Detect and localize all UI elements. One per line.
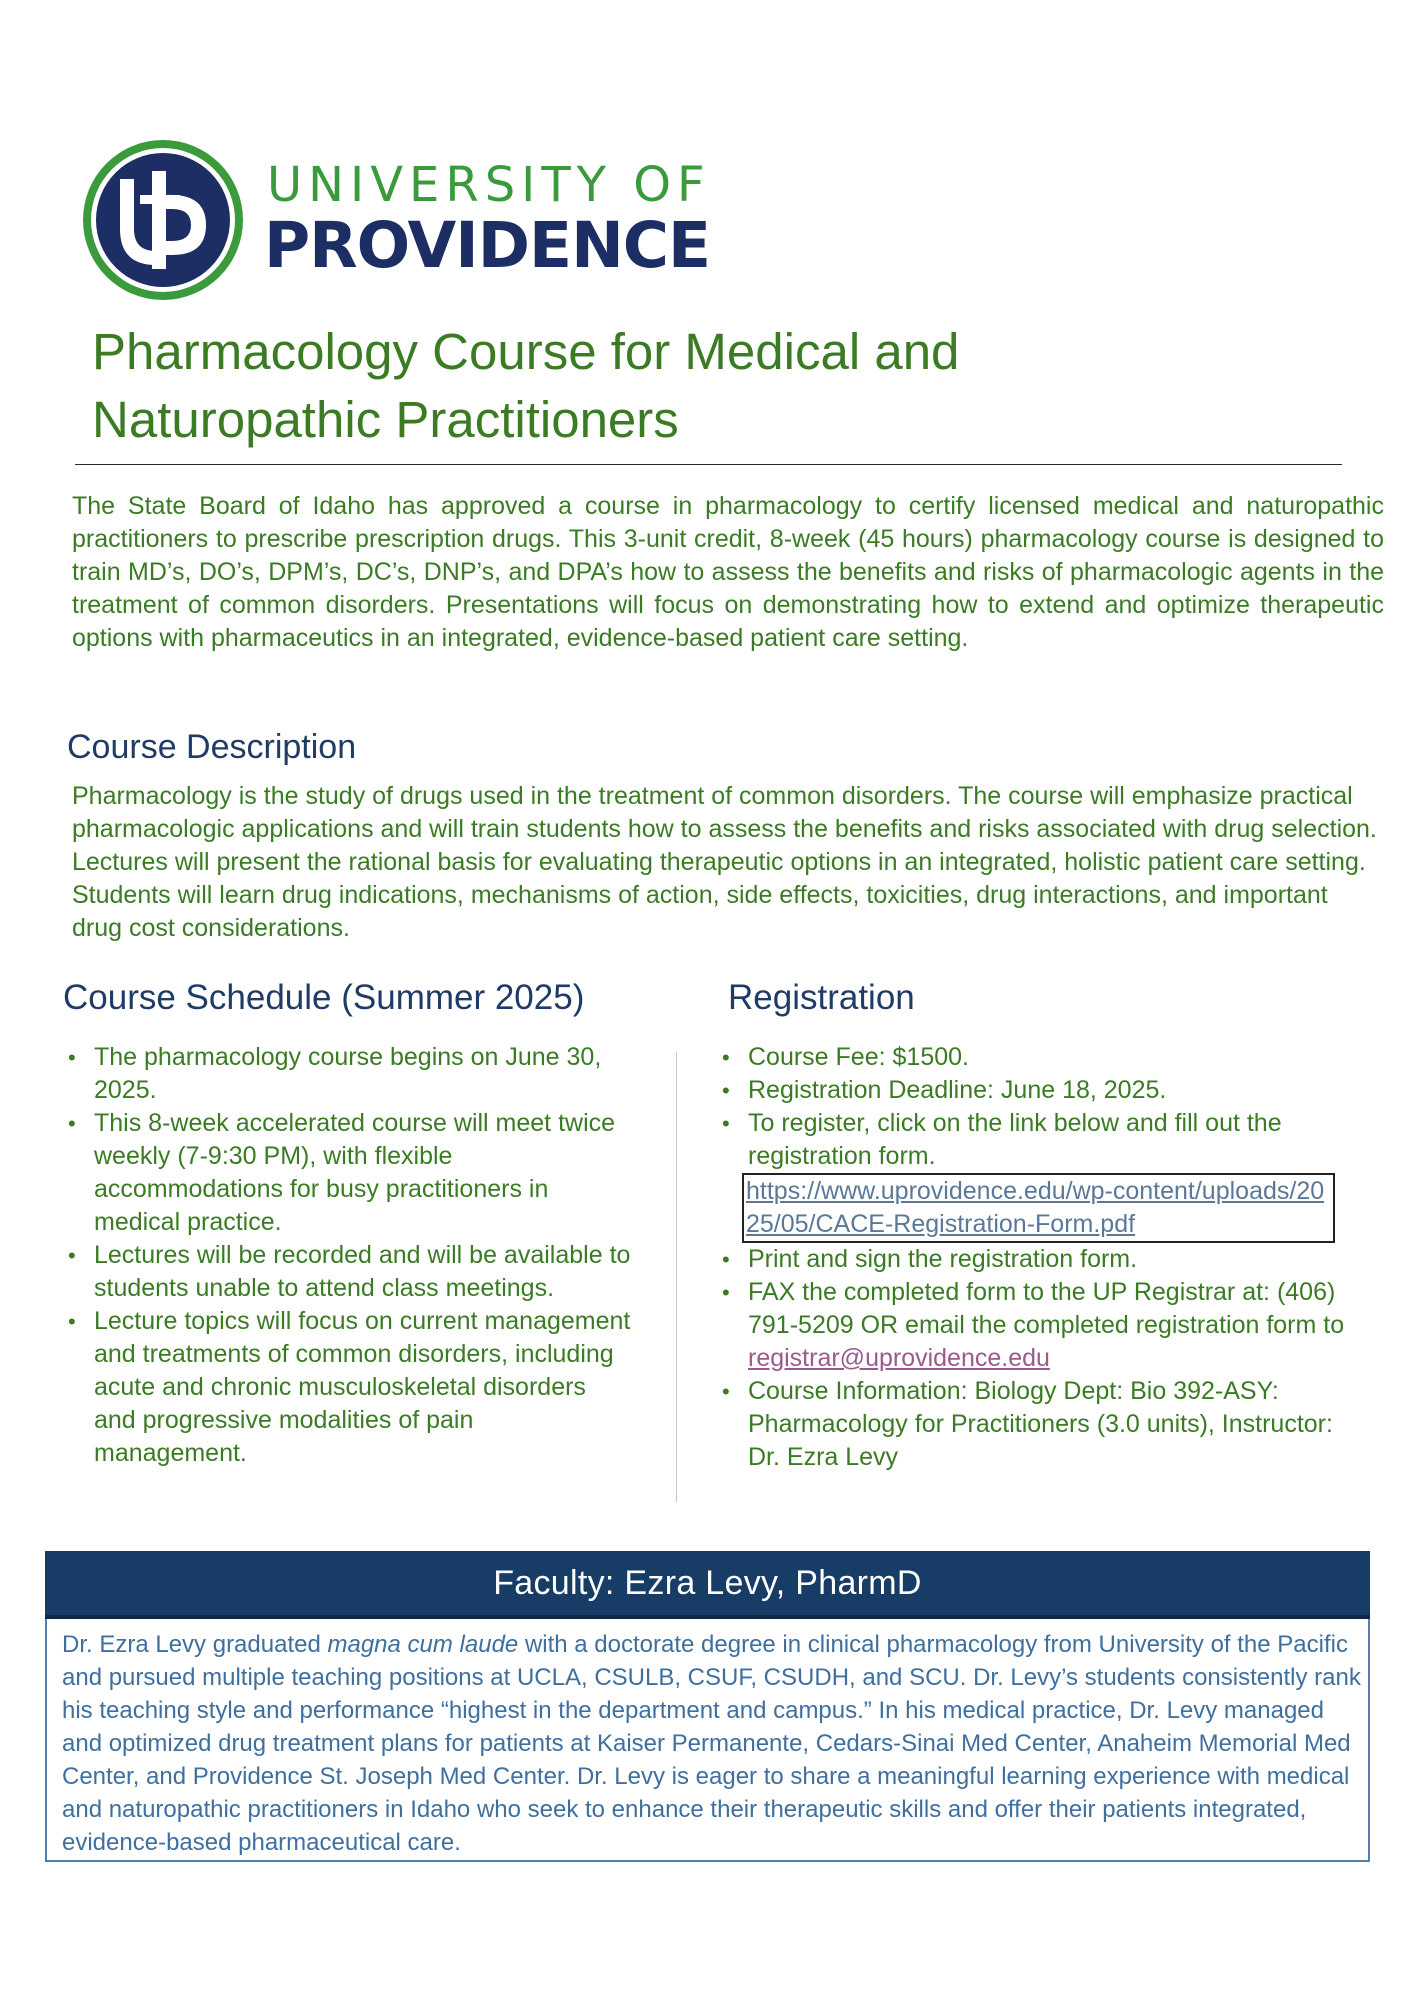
bullet-icon: • bbox=[68, 1045, 76, 1070]
faculty-heading: Faculty: Ezra Levy, PharmD bbox=[493, 1563, 922, 1602]
faculty-bio-part2: with a doctorate degree in clinical pharmacology from University of the Pacific and pursued multiple teaching positions at UCLA, CSULB, CSUF, CSUDH, and SCU. Dr. Levy’s students consistently rank his teaching style and performance “highest in the department and campus.” In his medical practice, Dr. Levy managed and optimized drug treatment plans for patients at Kaiser Permanente, Cedars-Sinai Med Center, Anaheim Memorial Med Center, and Providence St. Joseph Med Center. Dr. Levy is eager to share a meaningful learning experience with medical and naturopathic practitioners in Idaho who seek to enhance their therapeutic skills and offer their patients integrated, evidence-based pharmaceutical care. bbox=[62, 1631, 1361, 1856]
bullet-icon: • bbox=[68, 1309, 76, 1334]
schedule-item-topics: Lecture topics will focus on current management and treatments of common disorders, including acute and chronic musculoskeletal disorders and progressive modalities of pain management. bbox=[94, 1307, 631, 1467]
course-description-heading: Course Description bbox=[67, 728, 357, 766]
list-item bbox=[716, 1107, 1356, 1243]
list-item bbox=[716, 1375, 1356, 1474]
registration-list bbox=[716, 1041, 1356, 1474]
registration-heading: Registration bbox=[728, 978, 915, 1017]
list-item bbox=[62, 1239, 632, 1305]
list-item bbox=[716, 1276, 1356, 1375]
print-sign-instruction: Print and sign the registration form. bbox=[748, 1245, 1138, 1273]
bullet-icon: • bbox=[722, 1247, 730, 1272]
registration-fee: Course Fee: $1500. bbox=[748, 1043, 969, 1071]
page-title: Pharmacology Course for Medical and Naturopathic Practitioners bbox=[92, 323, 960, 448]
faculty-bio-emphasis: magna cum laude bbox=[327, 1631, 519, 1658]
logo-line-providence: PROVIDENCE bbox=[264, 209, 711, 282]
registration-deadline: Registration Deadline: June 18, 2025. bbox=[748, 1076, 1167, 1104]
faculty-banner bbox=[45, 1551, 1370, 1619]
list-item bbox=[62, 1107, 632, 1239]
bullet-icon: • bbox=[722, 1045, 730, 1070]
schedule-item-recordings: Lectures will be recorded and will be available to students unable to attend class meetings. bbox=[94, 1241, 631, 1302]
up-emblem-icon bbox=[80, 137, 246, 303]
schedule-item-start-date: The pharmacology course begins on June 30, 2025. bbox=[94, 1043, 602, 1104]
registration-form-link[interactable]: https://www.uprovidence.edu/wp-content/uploads/2025/05/CACE-Registration-Form.pdf bbox=[742, 1173, 1335, 1243]
faculty-bio-part1: Dr. Ezra Levy graduated bbox=[62, 1631, 321, 1658]
title-divider bbox=[75, 464, 1342, 465]
list-item bbox=[62, 1305, 632, 1470]
fax-email-instruction: FAX the completed form to the UP Registrar at: (406) 791-5209 OR email the completed registration form to bbox=[748, 1278, 1345, 1339]
bullet-icon: • bbox=[68, 1111, 76, 1136]
column-divider bbox=[676, 1052, 677, 1502]
list-item bbox=[716, 1041, 1356, 1074]
university-logo bbox=[80, 135, 711, 305]
bullet-icon: • bbox=[68, 1243, 76, 1268]
bullet-icon: • bbox=[722, 1111, 730, 1136]
course-description-body: Pharmacology is the study of drugs used in the treatment of common disorders. The course will emphasize practical pharmacologic applications and will train students how to assess the benefits and risks associated with drug selection. Lectures will present the rational basis for evaluating therapeutic options in an integrated, holistic patient care setting. Students will learn drug indications, mechanisms of action, side effects, toxicities, drug interactions, and important drug cost considerations. bbox=[72, 782, 1377, 942]
course-information: Course Information: Biology Dept: Bio 392-ASY: Pharmacology for Practitioners (3.0 units), Instructor: Dr. Ezra Levy bbox=[748, 1377, 1333, 1471]
intro-paragraph: The State Board of Idaho has approved a course in pharmacology to certify licensed medical and naturopathic practitioners to prescribe prescription drugs. This 3-unit credit, 8-week (45 hours) pharmacology course is designed to train MD’s, DO’s, DPM’s, DC’s, DNP’s, and DPA’s how to assess the benefits and risks of pharmacologic agents in the treatment of common disorders. Presentations will focus on demonstrating how to extend and optimize therapeutic options with pharmaceutics in an integrated, evidence-based patient care setting. bbox=[72, 492, 1384, 652]
list-item bbox=[716, 1074, 1356, 1107]
logo-line-university-of: UNIVERSITY OF bbox=[267, 157, 711, 213]
bullet-icon: • bbox=[722, 1379, 730, 1404]
list-item bbox=[716, 1243, 1356, 1276]
schedule-item-meetings: This 8-week accelerated course will meet twice weekly (7-9:30 PM), with flexible accommodations for busy practitioners in medical practice. bbox=[94, 1109, 616, 1236]
faculty-bio bbox=[62, 1628, 1362, 1859]
bullet-icon: • bbox=[722, 1078, 730, 1103]
course-schedule-list bbox=[62, 1041, 632, 1470]
list-item bbox=[62, 1041, 632, 1107]
registration-instructions: To register, click on the link below and fill out the registration form. bbox=[748, 1109, 1282, 1170]
registrar-email-link[interactable]: registrar@uprovidence.edu bbox=[748, 1344, 1050, 1372]
course-schedule-heading: Course Schedule (Summer 2025) bbox=[63, 978, 585, 1017]
bullet-icon: • bbox=[722, 1280, 730, 1305]
